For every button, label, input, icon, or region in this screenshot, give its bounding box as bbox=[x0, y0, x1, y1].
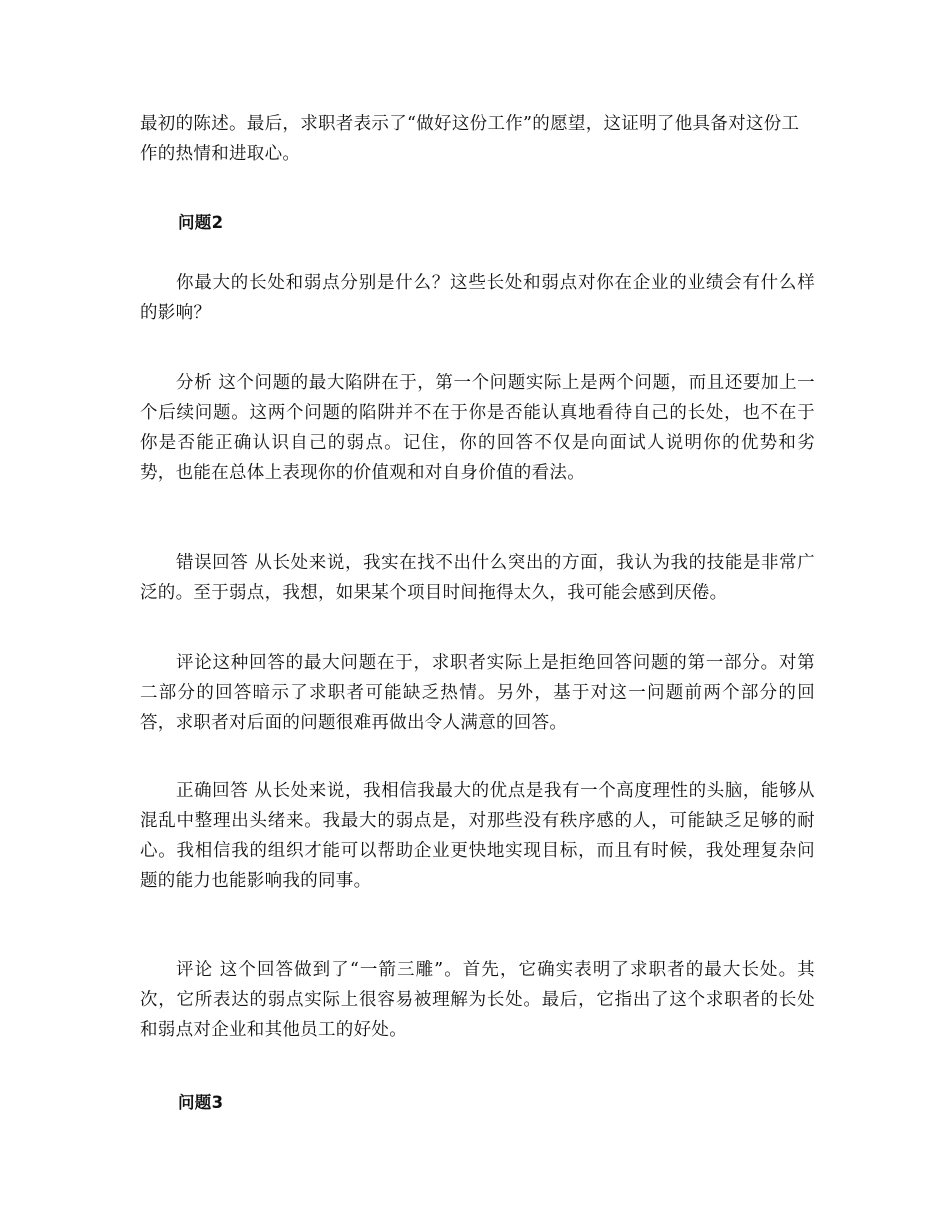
question-2-wrong-answer-comment: 评论这种回答的最大问题在于，求职者实际上是拒绝回答问题的第一部分。对第二部分的回答暗示了求职者可能缺乏热情。另外，基于对这一问题前两个部分的回答，求职者对后面的问题很难再做出令人满意的回答。 bbox=[140, 653, 815, 733]
question-2-wrong-answer: 错误回答 从长处来说，我实在找不出什么突出的方面，我认为我的技能是非常广泛的。至于弱点，我想，如果某个项目时间拖得太久，我可能会感到厌倦。 bbox=[140, 553, 815, 603]
question-2-right-answer-comment: 评论 这个回答做到了“一箭三雕”。首先，它确实表明了求职者的最大长处。其次，它所表达的弱点实际上很容易被理解为长处。最后，它指出了这个求职者的长处和弱点对企业和其他员工的好处。 bbox=[140, 960, 815, 1040]
question-2-text: 你最大的长处和弱点分别是什么？这些长处和弱点对你在企业的业绩会有什么样的影响？ bbox=[140, 273, 815, 323]
question-2-analysis: 分析 这个问题的最大陷阱在于，第一个问题实际上是两个问题，而且还要加上一个后续问题。这两个问题的陷阱并不在于你是否能认真地看待自己的长处，也不在于你是否能正确认识自己的弱点。记住，你的回答不仅是向面试人说明你的优势和劣势，也能在总体上表现你的价值观和对自身价值的看法。 bbox=[140, 373, 815, 483]
question-2-right-answer: 正确回答 从长处来说，我相信我最大的优点是我有一个高度理性的头脑，能够从混乱中整理出头绪来。我最大的弱点是，对那些没有秩序感的人，可能缺乏足够的耐心。我相信我的组织才能可以帮助企业更快地实现目标，而且有时候，我处理复杂问题的能力也能影响我的同事。 bbox=[140, 781, 815, 891]
question-2-heading: 问题2 bbox=[178, 213, 224, 232]
paragraph-continuation: 最初的陈述。最后，求职者表示了“做好这份工作”的愿望，这证明了他具备对这份工作的热情和进取心。 bbox=[140, 114, 800, 164]
question-3-heading: 问题3 bbox=[178, 1093, 224, 1112]
